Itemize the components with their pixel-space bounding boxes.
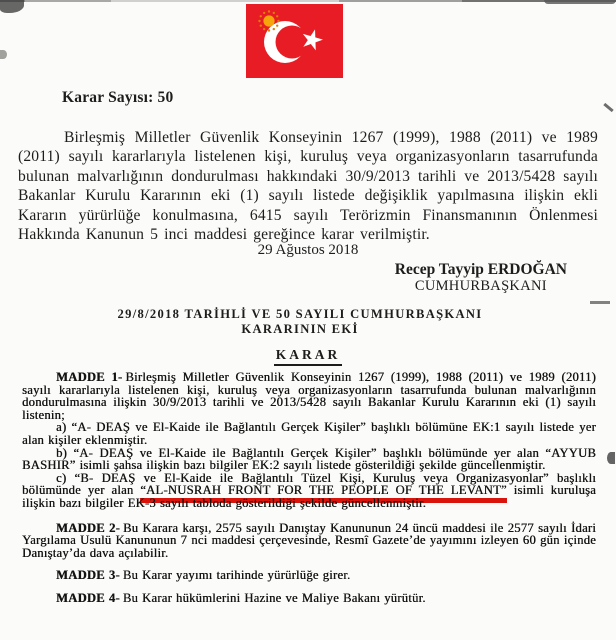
- madde-1-paragraph: [22, 371, 596, 421]
- scan-artifact-top-left: [0, 0, 24, 13]
- scan-artifact-top-edge: [0, 0, 616, 2]
- item-c-before: c) “B- DEAŞ ve El-Kaide ile Bağlantılı Tüzel Kişi, Kuruluş veya Organizasyonlar” başlıklı bölümünde yer alan: [22, 470, 596, 498]
- scan-artifact-top-right: [544, 0, 616, 4]
- annex-heading: [0, 307, 600, 337]
- annex-heading-line1: 29/8/2018 TARİHLİ VE 50 SAYILI CUMHURBAŞKANI: [117, 307, 483, 321]
- madde-3-label: MADDE 3-: [56, 568, 120, 583]
- madde-1-label: MADDE 1-: [56, 370, 123, 384]
- madde-4-label: MADDE 4-: [56, 590, 120, 605]
- madde-2-text: Bu Karara karşı, 2575 sayılı Danıştay Kanununun 24 üncü maddesi ile 2577 sayılı İdari Yargılama Usulü Kanununun 7 nci maddesi çerçevesinde, Resmî Gazete’de yayımını izleyen 60 gün içinde Danıştay’da dava açılabilir.: [22, 520, 597, 560]
- item-b-paragraph: b) “A- DEAŞ ve El-Kaide ile Bağlantılı Gerçek Kişiler” başlıklı bölümünde yer alan “AYYUB BASHIR” isimli şahsa ilişkin bazı bilgiler EK:2 sayılı listede gösterildiği şekilde güncellenmiştir.: [22, 445, 596, 473]
- madde-1-text: Birleşmiş Milletler Güvenlik Konseyinin 1267 (1999), 1988 (2011) ve 1989 (2011) sayılı kararlarıyla listelenen kişi, kuruluş veya organizasyonların tasarrufunda bulunan malvarlığının dondurulmasına ilişkin 30/9/2013 tarihli ve 2013/5428 sayılı Bakanlar Kurulu Kararının eki (1) sayılı listenin;: [22, 370, 597, 422]
- madde-2-paragraph: [22, 522, 596, 560]
- decree-number: Karar Sayısı: 50: [62, 89, 174, 106]
- madde-2-label: MADDE 2-: [56, 520, 121, 535]
- scan-artifact-right-edge-1: [603, 103, 613, 112]
- madde-3-paragraph: [22, 569, 596, 582]
- decree-date: 29 Ağustos 2018: [257, 242, 359, 258]
- item-c-after: isimli kuruluşa ilişkin bazı bilgiler EK-3 sayılı tabloda gösterildiği şekilde güncellenmiştir.: [22, 483, 597, 510]
- signature-block: [395, 261, 567, 295]
- scan-artifact-right-edge-3: [607, 452, 615, 464]
- madde-3-text: Bu Karar yayımı tarihinde yürürlüğe girer.: [122, 568, 351, 583]
- scan-artifact-right-edge-2: [590, 301, 610, 304]
- item-c-paragraph: [22, 472, 596, 510]
- item-a-paragraph: a) “A- DEAŞ ve El-Kaide ile Bağlantılı Gerçek Kişiler” başlıklı bölümüne EK:1 sayılı listede yer alan kişiler eklenmiştir.: [22, 420, 596, 447]
- turkish-flag-icon: [246, 4, 343, 78]
- annex-heading-line2: KARARININ EKİ: [241, 322, 359, 336]
- scan-artifact-left-edge: [0, 50, 7, 59]
- annex-title: KARAR: [274, 347, 343, 366]
- red-underline-annotation: “AL-NUSRAH FRONT FOR THE PEOPLE OF THE LEVANT”: [140, 483, 507, 503]
- decree-intro-paragraph: Birleşmiş Milletler Güvenlik Konseyinin 1267 (1999), 1988 (2011) ve 1989 (2011) sayılı kararlarıyla listelenen kişi, kuruluş veya organizasyonların tasarrufunda bulunan malvarlığının dondurulması hakkındaki 30/9/2013 tarihli ve 2013/5428 sayılı Bakanlar Kurulu Kararının eki (1) sayılı listede değişiklik yapılmasına ilişkin ekli Kararın yürürlüğe konulmasına, 6415 sayılı Terörizmin Finansmanının Önlenmesi Hakkında Kanunun 5 inci maddesi gereğince karar verilmiştir.: [18, 128, 598, 244]
- madde-4-text: Bu Karar hükümlerini Hazine ve Maliye Bakanı yürütür.: [122, 590, 426, 605]
- annex-body: [22, 371, 596, 605]
- president-title: CUMHURBAŞKANI: [414, 278, 547, 294]
- annex-title-wrap: [0, 346, 616, 366]
- president-name: Recep Tayyip ERDOĞAN: [394, 261, 567, 278]
- madde-4-paragraph: [22, 592, 596, 605]
